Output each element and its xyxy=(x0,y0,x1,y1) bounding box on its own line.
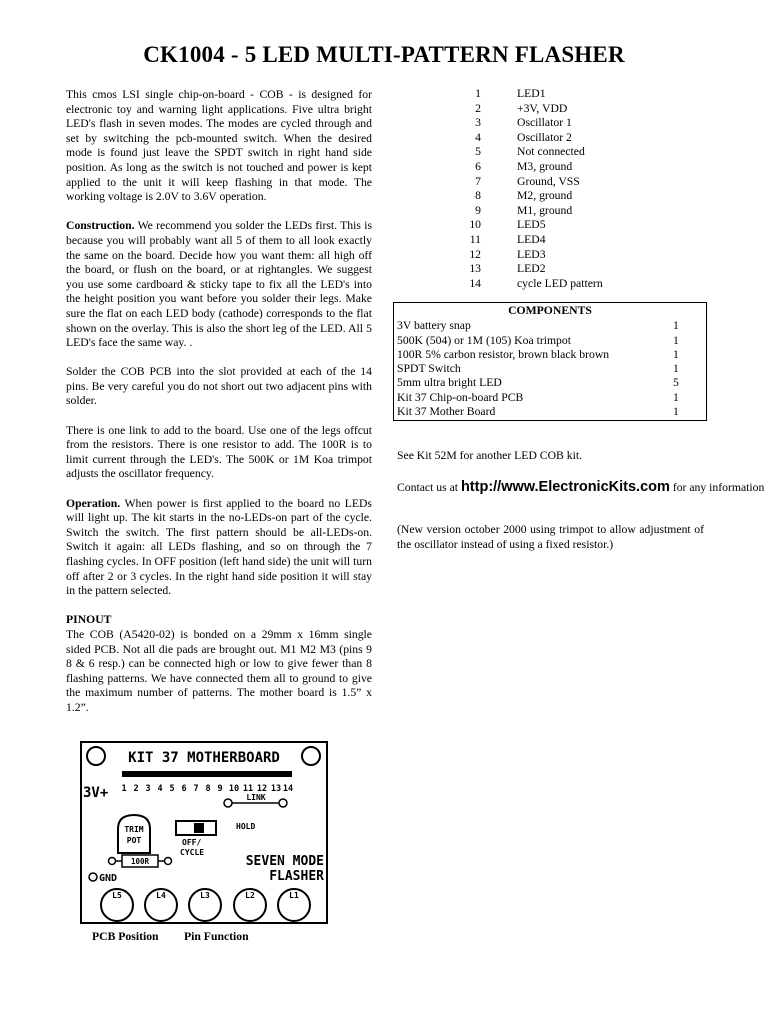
board-pin-number: 9 xyxy=(217,784,223,794)
hold-label: HOLD xyxy=(236,822,256,831)
solder-cob-paragraph: Solder the COB PCB into the slot provided at each of the 14 pins. Be very careful you do not short out two adjacent pins with solder. xyxy=(66,365,372,408)
link-label: LINK xyxy=(246,793,266,802)
voltage-label: 3V+ xyxy=(83,785,109,801)
components-box xyxy=(393,302,707,421)
component-name: 5mm ultra bright LED xyxy=(397,376,502,390)
board-pin-number: 5 xyxy=(169,784,175,794)
pin-number: 12 xyxy=(469,247,481,261)
board-pin-number: 3 xyxy=(145,784,151,794)
contact-prefix: Contact us at xyxy=(397,481,461,494)
component-qty: 1 xyxy=(673,405,679,419)
component-row xyxy=(397,405,703,419)
trim-pot-label-2: POT xyxy=(126,836,142,845)
pin-row xyxy=(445,160,603,175)
cob-slot xyxy=(122,771,292,777)
new-version-note: (New version october 2000 using trimpot to allow adjustment of the oscillator instead of using a fixed resistor.) xyxy=(397,523,704,551)
pin-row xyxy=(445,116,603,131)
construction-heading: Construction. xyxy=(66,219,135,233)
trim-pot-label-1: TRIM xyxy=(124,825,144,834)
pin-function: LED3 xyxy=(517,247,546,261)
pin-function: cycle LED pattern xyxy=(517,276,603,290)
pin-number: 4 xyxy=(475,130,481,144)
pin-number: 3 xyxy=(475,116,481,130)
component-row xyxy=(397,391,703,405)
board-pin-number: 1 xyxy=(121,784,127,794)
pin-row xyxy=(445,87,603,102)
pin-number: 11 xyxy=(469,232,481,246)
component-qty: 1 xyxy=(673,347,679,361)
pin-row xyxy=(445,233,603,248)
board-pin-number: 8 xyxy=(205,784,211,794)
led-label: L1 xyxy=(289,891,299,900)
resistor-label: 100R xyxy=(130,857,150,866)
component-qty: 1 xyxy=(673,319,679,333)
component-row xyxy=(397,334,703,348)
pin-function: M2, ground xyxy=(517,189,573,203)
led-label: L2 xyxy=(245,891,255,900)
instructions-column xyxy=(66,88,372,730)
pin-function: +3V, VDD xyxy=(517,101,568,115)
led-label: L5 xyxy=(112,891,122,900)
operation-paragraph xyxy=(66,497,372,599)
intro-paragraph: This cmos LSI single chip-on-board - COB - is designed for electronic toy and warning light applications. Five ultra bright LED's flash in seven modes. The modes are cycled through and set by switching the pcb-mounted switch. When the desired mode is found just leave the SPDT switch in right hand side position. As long as the switch is not touched and power is kept applied to the unit it will keep flashing in that mode. The working voltage is 2.0V to 3.6V operation. xyxy=(66,88,372,204)
pin-row xyxy=(445,277,603,292)
component-qty: 1 xyxy=(673,362,679,376)
board-pin-number: 12 xyxy=(256,784,268,794)
pin-table xyxy=(445,87,603,291)
seven-mode-label: SEVEN MODE xyxy=(245,854,324,869)
component-name: 3V battery snap xyxy=(397,319,471,333)
pin-row xyxy=(445,175,603,190)
pin-function: Ground, VSS xyxy=(517,174,580,188)
pin-function: Not connected xyxy=(517,145,585,159)
board-pin-number: 4 xyxy=(157,784,163,794)
pin-row xyxy=(445,204,603,219)
board-pin-number: 11 xyxy=(242,784,254,794)
pin-number: 9 xyxy=(475,203,481,217)
see-kit-text: See Kit 52M for another LED COB kit. xyxy=(397,449,583,462)
contact-suffix: for any information xyxy=(669,481,765,494)
pin-function: LED2 xyxy=(517,262,546,276)
motherboard-diagram xyxy=(80,741,328,924)
construction-text: We recommend you solder the LEDs first. This is because you will probably want all 5 of them to all look exactly the same on the board. Decide how you want them: all high off the board, or flush on the board, or at rightangles. We suggest you use some cardboard & sticky tape to fix all the LED's into the height position you want before you solder their legs. Make sure the flat on each LED body (cathode) corresponds to the flat shown on the overlay. This is also the short leg of the LED. All 5 LED's face the same way. . xyxy=(66,219,372,350)
component-name: 100R 5% carbon resistor, brown black brown xyxy=(397,347,610,361)
link-paragraph: There is one link to add to the board. Use one of the legs offcut from the resistors. There is one resistor to add. The 100R is to limit current through the LED's. The 500K or 1M Koa trimpot adjusts the oscillator frequency. xyxy=(66,423,372,481)
pin-number: 10 xyxy=(469,218,481,232)
led-label: L3 xyxy=(200,891,210,900)
construction-paragraph xyxy=(66,219,372,350)
switch-slider xyxy=(194,823,204,833)
board-pin-number: 14 xyxy=(282,784,294,794)
pin-function: Oscillator 1 xyxy=(517,116,572,130)
gnd-label: GND xyxy=(99,873,118,884)
component-name: Kit 37 Chip-on-board PCB xyxy=(397,390,524,404)
contact-line xyxy=(397,480,764,496)
component-row xyxy=(397,348,703,362)
board-pin-number: 13 xyxy=(270,784,282,794)
pin-row xyxy=(445,248,603,263)
caption-pcb-position: PCB Position xyxy=(92,930,159,943)
led-label: L4 xyxy=(156,891,166,900)
component-name: Kit 37 Mother Board xyxy=(397,405,496,419)
pin-row xyxy=(445,131,603,146)
component-name: SPDT Switch xyxy=(397,362,461,376)
pin-row xyxy=(445,102,603,117)
pin-row xyxy=(445,262,603,277)
operation-text: When power is first applied to the board no LEDs will light up. The kit starts in the no-LEDs-on part of the cycle. Switch the switch. The first pattern should be all-LEDs-on. Switch it again: all LEDs flashing, and so on through the 7 flashing cycles. In OFF position (left hand side) the unit will turn off after 2 or 3 cycles. In the right hand side position it will stay in the pattern selected. xyxy=(66,496,372,598)
component-qty: 5 xyxy=(673,376,679,390)
pin-function: Oscillator 2 xyxy=(517,130,572,144)
component-qty: 1 xyxy=(673,390,679,404)
pin-number: 1 xyxy=(475,87,481,100)
pin-row xyxy=(445,145,603,160)
board-pin-number: 10 xyxy=(228,784,240,794)
pin-row xyxy=(445,189,603,204)
pin-row xyxy=(445,218,603,233)
pin-number: 7 xyxy=(475,174,481,188)
pin-number: 13 xyxy=(469,262,481,276)
operation-heading: Operation. xyxy=(66,496,121,510)
pin-number: 6 xyxy=(475,159,481,173)
pin-number: 2 xyxy=(475,101,481,115)
off-cycle-label-2: CYCLE xyxy=(180,848,205,857)
component-row xyxy=(397,319,703,333)
caption-pin-function: Pin Function xyxy=(184,930,249,943)
pinout-paragraph: The COB (A5420-02) is bonded on a 29mm x 16mm single sided PCB. Not all die pads are brought out. M1 M2 M3 (pins 9 8 & 6 resp.) can be connected high or low to give fewer than 8 flashing patterns. We have connected them all to ground to give the maximum number of patterns. The mother board is 1.5” x 1.2”. xyxy=(66,627,372,714)
pin-function: M3, ground xyxy=(517,159,573,173)
board-pin-number: 6 xyxy=(181,784,187,794)
pin-function: LED1 xyxy=(517,87,546,100)
off-cycle-label-1: OFF/ xyxy=(182,838,202,847)
components-title: COMPONENTS xyxy=(508,304,592,317)
component-row xyxy=(397,376,703,390)
pin-number: 14 xyxy=(469,276,481,290)
website-link[interactable]: http://www.ElectronicKits.com xyxy=(460,479,670,495)
board-title: KIT 37 MOTHERBOARD xyxy=(128,750,280,766)
pin-number: 8 xyxy=(475,189,481,203)
board-pin-number: 7 xyxy=(193,784,199,794)
board-pin-number: 2 xyxy=(133,784,139,794)
flasher-label: FLASHER xyxy=(269,869,324,884)
page-title: CK1004 - 5 LED MULTI-PATTERN FLASHER xyxy=(143,42,625,67)
pinout-heading: PINOUT xyxy=(66,613,112,627)
component-qty: 1 xyxy=(673,333,679,347)
component-row xyxy=(397,362,703,376)
pin-number: 5 xyxy=(475,145,481,159)
component-name: 500K (504) or 1M (105) Koa trimpot xyxy=(397,333,571,347)
pin-function: LED5 xyxy=(517,218,546,232)
pin-function: M1, ground xyxy=(517,203,573,217)
pin-function: LED4 xyxy=(517,232,546,246)
